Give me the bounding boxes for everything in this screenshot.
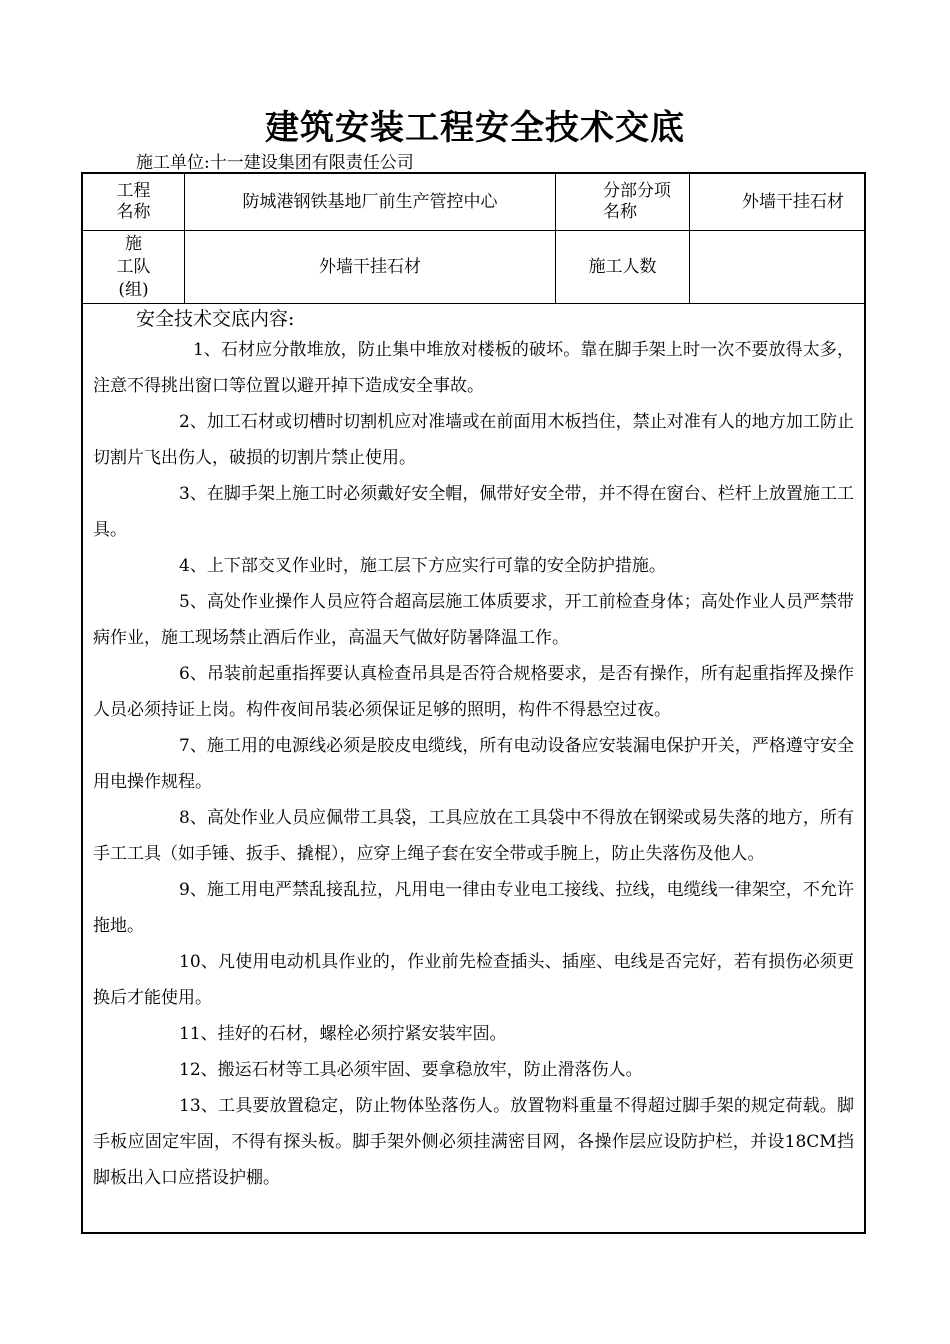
briefing-item: 11、挂好的石材，螺栓必须拧紧安装牢固。 (179, 1024, 507, 1044)
project-name-value: 防城港钢铁基地厂前生产管控中心 (242, 191, 498, 212)
construction-team-value: 外墙干挂石材 (319, 256, 421, 277)
briefing-item: 4、上下部交叉作业时，施工层下方应实行可靠的安全防护措施。 (179, 556, 666, 576)
briefing-item: 6、吊装前起重指挥要认真检查吊具是否符合规格要求，是否有操作，所有起重指挥及操作人员必须持证上岗。构件夜间吊装必须保证足够的照明，构件不得悬空过夜。 (93, 664, 854, 720)
briefing-content (93, 332, 854, 1196)
project-name-label: 工程 名称 (116, 181, 151, 222)
content-heading: 安全技术交底内容: (136, 308, 295, 330)
briefing-item: 13、工具要放置稳定，防止物体坠落伤人。放置物料重量不得超过脚手架的规定荷载。脚手板应固定牢固，不得有探头板。脚手架外侧必须挂满密目网，各操作层应设防护栏，并设18CM挡脚板出入口应搭设护棚。 (93, 1096, 854, 1188)
construction-team-label: 施 工队 (组) (116, 233, 151, 300)
construction-unit-line: 施工单位:十一建设集团有限责任公司 (136, 153, 414, 173)
worker-count-label: 施工人数 (588, 256, 657, 277)
briefing-item: 9、施工用电严禁乱接乱拉，凡用电一律由专业电工接线、拉线，电缆线一律架空，不允许拖地。 (93, 880, 854, 936)
briefing-item: 12、搬运石材等工具必须牢固、要拿稳放牢，防止滑落伤人。 (179, 1060, 643, 1080)
document-title: 建筑安装工程安全技术交底 (265, 108, 685, 148)
briefing-item: 5、高处作业操作人员应符合超高层施工体质要求，开工前检查身体；高处作业人员严禁带病作业，施工现场禁止酒后作业，高温天气做好防暑降温工作。 (93, 592, 854, 648)
briefing-item: 1、石材应分散堆放，防止集中堆放对楼板的破坏。靠在脚手架上时一次不要放得太多，注意不得挑出窗口等位置以避开掉下造成安全事故。 (93, 340, 854, 396)
worker-count-value (690, 231, 865, 303)
briefing-item: 7、施工用的电源线必须是胶皮电缆线，所有电动设备应安装漏电保护开关，严格遵守安全用电操作规程。 (93, 736, 854, 792)
sub-project-value: 外墙干挂石材 (742, 191, 844, 212)
briefing-item: 10、凡使用电动机具作业的，作业前先检查插头、插座、电线是否完好，若有损伤必须更换后才能使用。 (93, 952, 854, 1008)
briefing-item: 8、高处作业人员应佩带工具袋，工具应放在工具袋中不得放在钢梁或易失落的地方，所有手工工具（如手锤、扳手、撬棍），应穿上绳子套在安全带或手腕上，防止失落伤及他人。 (93, 808, 854, 864)
briefing-item: 3、在脚手架上施工时必须戴好安全帽，佩带好安全带，并不得在窗台、栏杆上放置施工工具。 (93, 484, 854, 540)
safety-briefing-table (81, 172, 866, 1234)
briefing-item: 2、加工石材或切槽时切割机应对准墙或在前面用木板挡住，禁止对准有人的地方加工防止切割片飞出伤人，破损的切割片禁止使用。 (93, 412, 854, 468)
sub-project-label: 分部分项 名称 (603, 181, 671, 222)
